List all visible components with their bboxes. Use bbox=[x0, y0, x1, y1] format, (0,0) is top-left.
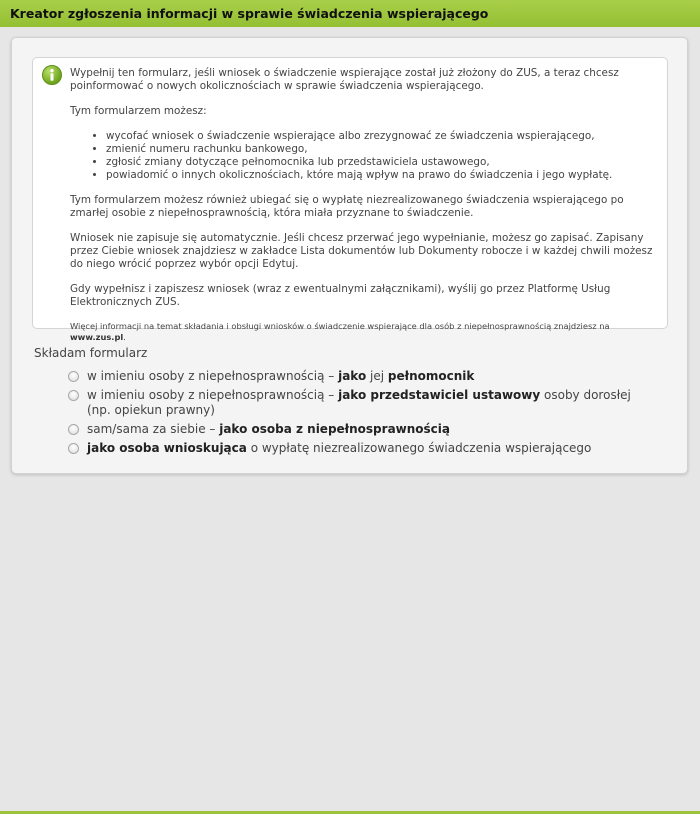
info-note-text: Więcej informacji na temat składania i obsługi wniosków o świadczenie wspierające dla osób z niepełnosprawnością znajdziesz na bbox=[70, 321, 610, 331]
window-title: Kreator zgłoszenia informacji w sprawie świadczenia wspierającego bbox=[0, 0, 700, 27]
info-intro: Wypełnij ten formularz, jeśli wniosek o świadczenie wspierające został już złożony do ZUS, a teraz chcesz poinformować o nowych okolicznościach w sprawie świadczenia wspierającego. bbox=[70, 67, 619, 92]
info-note bbox=[70, 321, 660, 343]
info-paragraph-deceased: Tym formularzem możesz również ubiegać się o wypłatę niezrealizowanego świadczenia wspierającego po zmarłej osobie z niepełnosprawnością, która miała przyznane to świadczenie. bbox=[70, 194, 624, 219]
info-box bbox=[32, 57, 668, 342]
info-paragraph-send: Gdy wypełnisz i zapiszesz wniosek (wraz z ewentualnymi załącznikami), wyślij go przez Platformę Usług Elektronicznych ZUS. bbox=[70, 283, 611, 308]
option-text-bold: jako osoba wnioskująca bbox=[87, 441, 247, 455]
info-paragraph-autosave: Wniosek nie zapisuje się automatycznie. Jeśli chcesz przerwać jego wypełnianie, możesz go zapisać. Zapisany przez Ciebie wniosek znajdziesz w zakładce Lista dokumentów lub Dokumenty robocze i w każdej chwili możesz do niego wrócić poprzez wybór opcji Edytuj. bbox=[70, 232, 653, 270]
list-item: • powiadomić o innych okolicznościach, które mają wpływ na prawo do świadczenia i jego wypłatę. bbox=[106, 169, 660, 182]
form-panel bbox=[11, 37, 688, 474]
option-text-pre: w imieniu osoby z niepełnosprawnością – bbox=[87, 369, 339, 383]
list-item: • zgłosić zmiany dotyczące pełnomocnika lub przedstawiciela ustawowego, bbox=[106, 156, 660, 169]
section-label: Składam formularz bbox=[34, 346, 148, 360]
option-text-bold: jako osoba z niepełnosprawnością bbox=[219, 422, 451, 436]
radio-self[interactable] bbox=[68, 424, 79, 435]
list-item: • wycofać wniosek o świadczenie wspierające albo zrezygnować ze świadczenia wspierającego, bbox=[106, 130, 660, 143]
info-text bbox=[70, 67, 660, 343]
radio-legal-representative[interactable] bbox=[68, 390, 79, 401]
option-plenipotentiary[interactable] bbox=[68, 369, 658, 384]
submitter-options bbox=[68, 369, 658, 460]
zus-link[interactable]: www.zus.pl bbox=[70, 332, 124, 342]
info-note-end: . bbox=[123, 332, 126, 342]
option-text-pre: sam/sama za siebie – bbox=[87, 422, 220, 436]
info-icon bbox=[42, 65, 62, 85]
radio-plenipotentiary[interactable] bbox=[68, 371, 79, 382]
list-item: • zmienić numeru rachunku bankowego, bbox=[106, 143, 660, 156]
option-text-pre: w imieniu osoby z niepełnosprawnością – bbox=[87, 388, 339, 402]
info-list-heading: Tym formularzem możesz: bbox=[70, 105, 207, 117]
option-applicant[interactable] bbox=[68, 441, 658, 456]
radio-applicant[interactable] bbox=[68, 443, 79, 454]
option-text-mid: jej bbox=[366, 369, 388, 383]
option-text-post: o wypłatę niezrealizowanego świadczenia wspierającego bbox=[246, 441, 592, 455]
option-text-bold: jako przedstawiciel ustawowy bbox=[338, 388, 541, 402]
option-self[interactable] bbox=[68, 422, 658, 437]
option-text-bold-2: pełnomocnik bbox=[387, 369, 475, 383]
option-legal-representative[interactable] bbox=[68, 388, 658, 418]
option-text-post: osoby dorosłej (np. opiekun prawny) bbox=[87, 388, 631, 417]
option-text-bold: jako bbox=[338, 369, 367, 383]
info-list bbox=[70, 130, 660, 182]
